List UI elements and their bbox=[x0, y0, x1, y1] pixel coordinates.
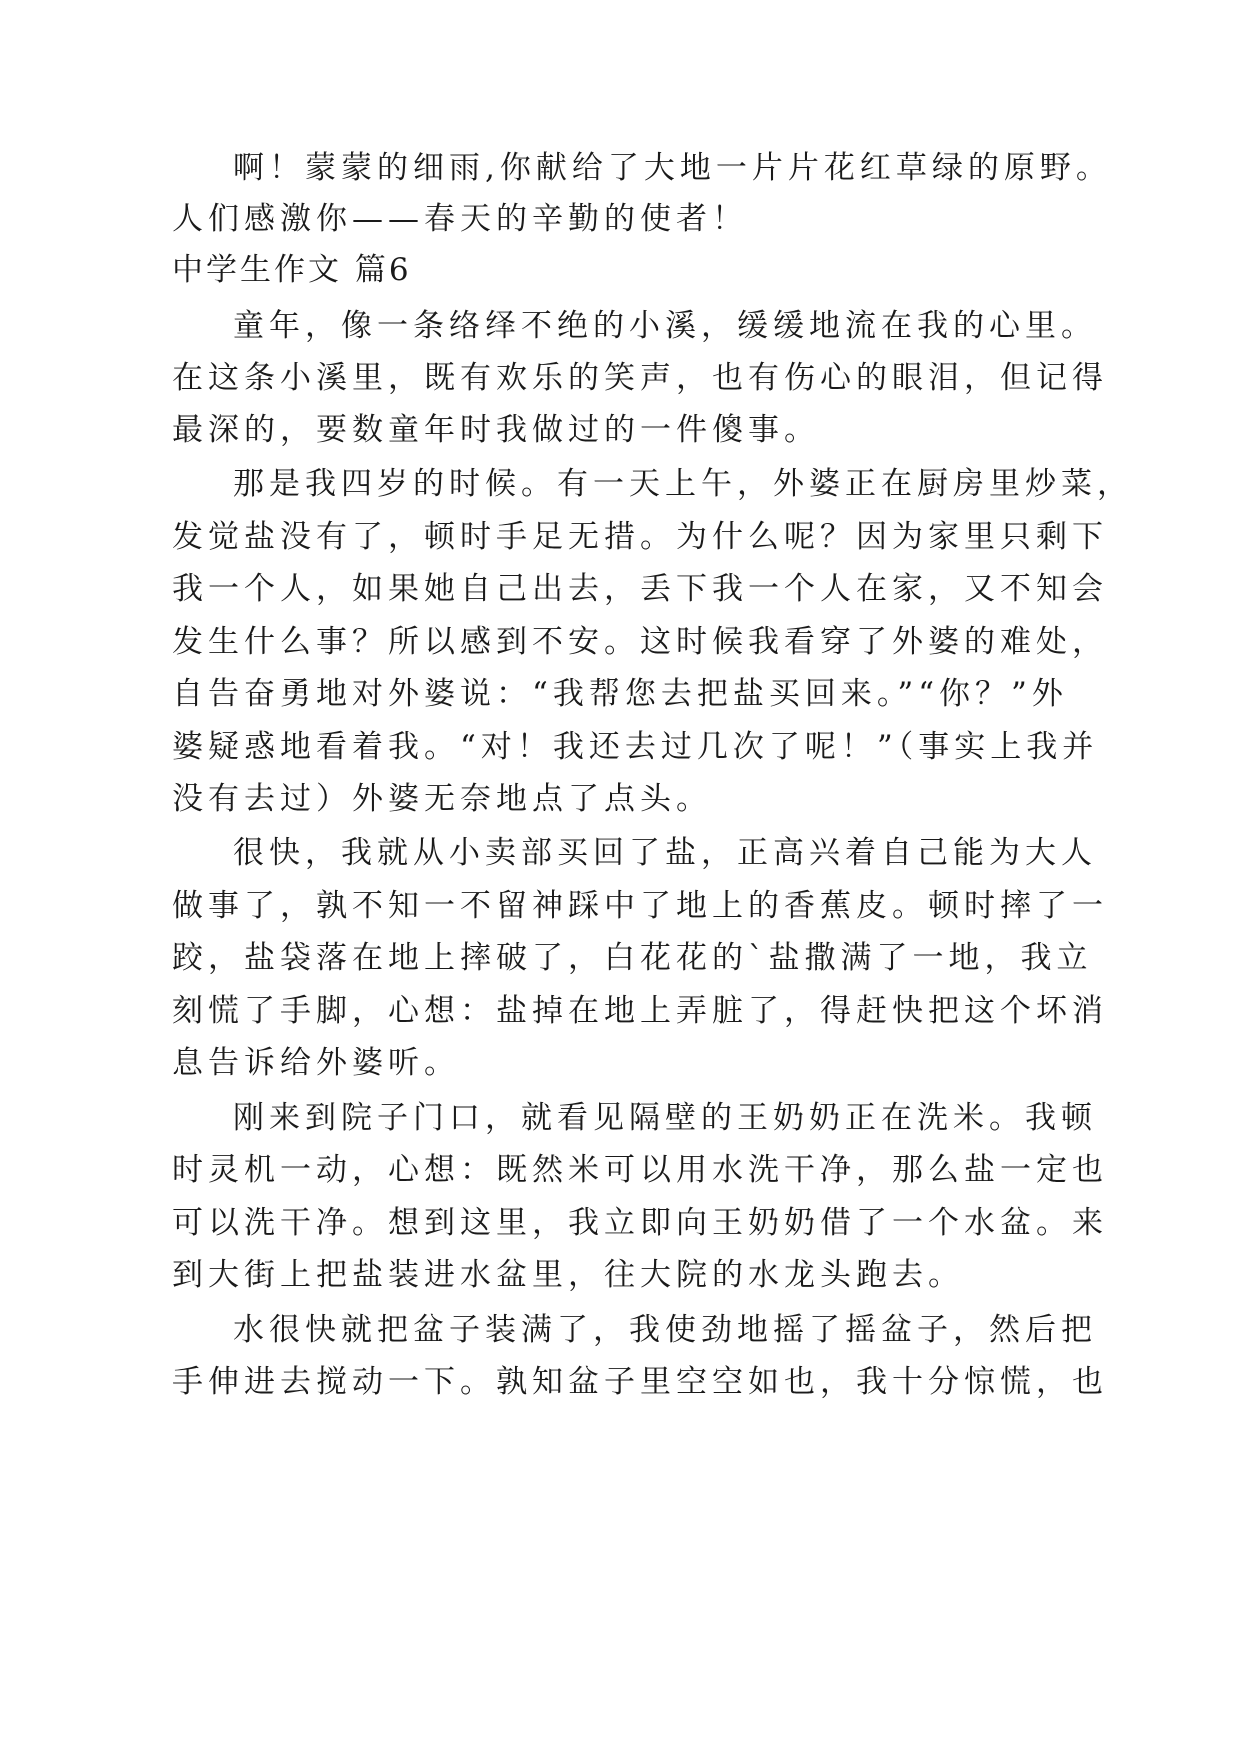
paragraph-line: 刚来到院子门口，就看见隔壁的王奶奶正在洗米。我顿 bbox=[233, 1100, 1097, 1136]
paragraph-line: 发觉盐没有了，顿时手足无措。为什么呢？因为家里只剩下 bbox=[172, 519, 1108, 555]
paragraph-line: 自告奋勇地对外婆说：“我帮您去把盐买回来。”“你？”外 bbox=[172, 676, 1068, 712]
paragraph-line: 没有去过）外婆无奈地点了点头。 bbox=[172, 781, 712, 817]
paragraph-line: 刻慌了手脚，心想：盐掉在地上弄脏了，得赶快把这个坏消 bbox=[172, 993, 1108, 1029]
paragraph-line: 做事了，孰不知一不留神踩中了地上的香蕉皮。顿时摔了一 bbox=[172, 888, 1108, 924]
paragraph-line: 发生什么事？所以感到不安。这时候我看穿了外婆的难处， bbox=[172, 624, 1108, 660]
paragraph-line: 手伸进去搅动一下。孰知盆子里空空如也，我十分惊慌，也 bbox=[172, 1364, 1108, 1400]
paragraph-line: 啊！蒙蒙的细雨,你献给了大地一片片花红草绿的原野。 bbox=[233, 150, 1112, 186]
paragraph-line: 息告诉给外婆听。 bbox=[172, 1045, 460, 1081]
paragraph-line: 那是我四岁的时候。有一天上午，外婆正在厨房里炒菜， bbox=[233, 466, 1133, 502]
paragraph-line: 水很快就把盆子装满了，我使劲地摇了摇盆子，然后把 bbox=[233, 1312, 1097, 1348]
paragraph-line: 最深的，要数童年时我做过的一件傻事。 bbox=[172, 412, 820, 448]
paragraph-line: 童年，像一条络绎不绝的小溪，缓缓地流在我的心里。 bbox=[233, 308, 1097, 344]
paragraph-line: 我一个人，如果她自己出去，丢下我一个人在家，又不知会 bbox=[172, 571, 1108, 607]
paragraph-line: 很快，我就从小卖部买回了盐，正高兴着自己能为大人 bbox=[233, 835, 1097, 871]
paragraph-line: 跤，盐袋落在地上摔破了，白花花的`盐撒满了一地，我立 bbox=[172, 940, 1093, 976]
paragraph-line: 在这条小溪里，既有欢乐的笑声，也有伤心的眼泪，但记得 bbox=[172, 360, 1108, 396]
paragraph-line: 婆疑惑地看着我。“对！我还去过几次了呢！”（事实上我并 bbox=[172, 729, 1099, 765]
paragraph-line: 到大街上把盐装进水盆里，往大院的水龙头跑去。 bbox=[172, 1257, 964, 1293]
paragraph-line: 人们感激你——春天的辛勤的使者！ bbox=[172, 201, 748, 237]
section-heading: 中学生作文 篇6 bbox=[172, 252, 412, 288]
paragraph-line: 时灵机一动，心想：既然米可以用水洗干净，那么盐一定也 bbox=[172, 1152, 1108, 1188]
paragraph-line: 可以洗干净。想到这里，我立即向王奶奶借了一个水盆。来 bbox=[172, 1205, 1108, 1241]
